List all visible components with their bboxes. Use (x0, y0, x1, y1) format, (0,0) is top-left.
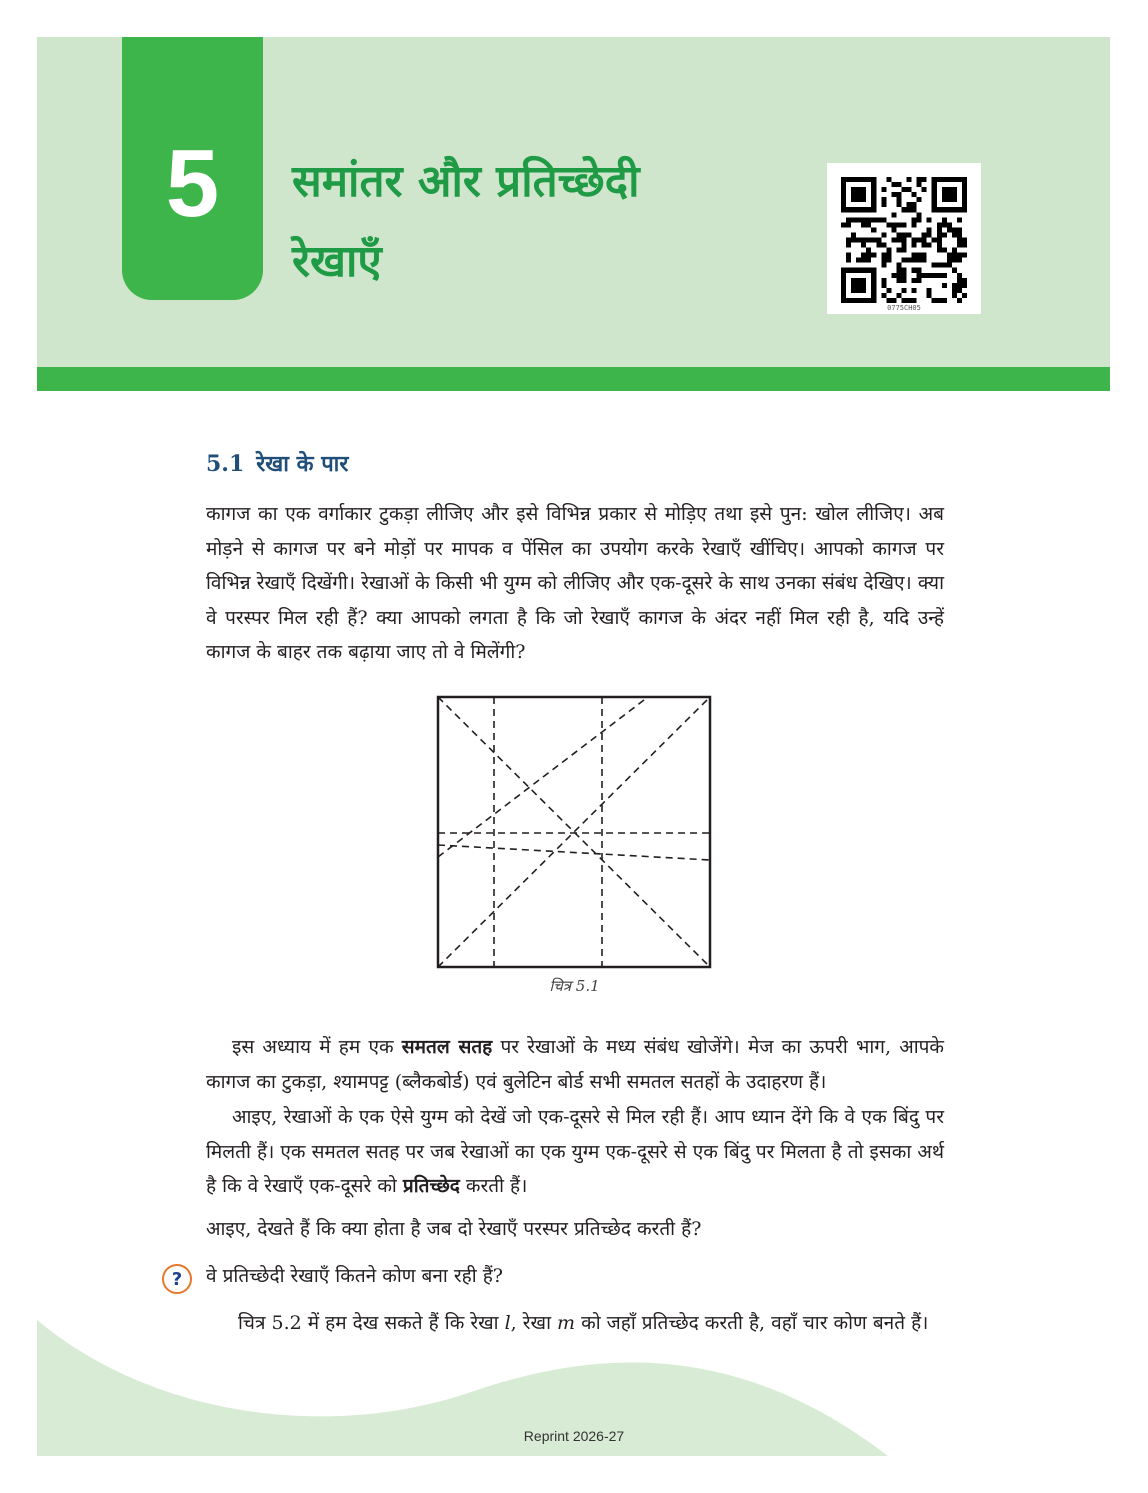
qr-code[interactable] (827, 163, 981, 314)
variable-m: m (557, 1312, 576, 1334)
qr-code-icon (841, 177, 967, 303)
paragraph-intro: कागज का एक वर्गाकार टुकड़ा लीजिए और इसे विभिन्न प्रकार से मोड़िए तथा इसे पुन: खोल लीजिए। अब मोड़ने से कागज पर बने मोड़ों पर मापक व पेंसिल का उपयोग करके रेखाएँ खींचिए। आपको कागज पर विभिन्न रेखाएँ दिखेंगी। रेखाओं के किसी भी युग्म को लीजिए और एक-दूसरे के साथ उनका संबंध देखिए। क्या वे परस्पर मिल रही हैं? क्या आपको लगता है कि जो रेखाएँ कागज के अंदर नहीं मिल रही है, यदि उन्हें कागज के बाहर तक बढ़ाया जाए तो वे मिलेंगी? (206, 503, 944, 663)
paragraph-lets-see: आइए, देखते हैं कि क्या होता है जब दो रेखाएँ परस्पर प्रतिच्छेद करती हैं? (206, 1218, 702, 1240)
paragraph-plane-surface (206, 1030, 944, 1099)
paragraph-intersect (206, 1100, 944, 1204)
chapter-title-line2: रेखाएँ (292, 236, 382, 287)
question-text: वे प्रतिच्छेदी रेखाएँ कितने कोण बना रही हैं? (206, 1265, 503, 1287)
paragraph-intersect-text2: करती हैं। (459, 1175, 528, 1197)
paragraph-intersect-text1: आइए, रेखाओं के एक ऐसे युग्म को देखें जो एक-दूसरे से मिल रही हैं। आप ध्यान देंगे कि वे एक बिंदु पर मिलती हैं। एक समतल सतह पर जब रेखाओं का एक युग्म एक-दूसरे से एक बिंदु पर मिलता है तो इसका अर्थ है कि वे रेखाएँ एक-दूसरे को (206, 1106, 944, 1197)
folded-paper-diagram (436, 695, 713, 970)
section-number: 5.1 (206, 451, 245, 477)
figure-folded-paper (436, 695, 713, 970)
chapter-number-tab (122, 37, 263, 300)
question-icon: ? (162, 1264, 192, 1294)
four-angles-text2: , रेखा (510, 1312, 558, 1334)
header-divider (37, 367, 1110, 391)
reprint-label: Reprint 2026-27 (523, 1428, 625, 1444)
paragraph-plane-surface-text2: पर रेखाओं के मध्य संबंध खोजेंगे। मेज का ऊपरी भाग, आपके कागज का टुकड़ा, श्यामपट्ट (ब्लैकबोर्ड) एवं बुलेटिन बोर्ड सभी समतल सतहों के उदाहरण हैं। (206, 1036, 945, 1093)
chapter-title (292, 142, 792, 302)
chapter-number: 5 (165, 129, 220, 237)
four-angles-text1: चित्र 5.2 में हम देख सकते हैं कि रेखा (238, 1312, 505, 1334)
term-intersect: प्रतिच्छेद (402, 1175, 460, 1197)
section-heading (206, 448, 348, 478)
section-title: रेखा के पार (256, 451, 349, 477)
term-plane-surface: समतल सतह (401, 1036, 493, 1058)
figure-caption: चित्र 5.1 (549, 977, 600, 995)
fold-slanted-horizontal (438, 845, 710, 860)
qr-code-label: 0775CH05 (887, 304, 921, 312)
chapter-title-line1: समांतर और प्रतिच्छेदी (292, 156, 640, 207)
variable-l: l (504, 1312, 511, 1334)
four-angles-text3: को जहाँ प्रतिच्छेद करती है, वहाँ चार कोण बनते हैं। (575, 1312, 929, 1334)
paragraph-plane-surface-text1: इस अध्याय में हम एक (232, 1036, 402, 1058)
fold-diagonal-shallow (438, 697, 648, 857)
